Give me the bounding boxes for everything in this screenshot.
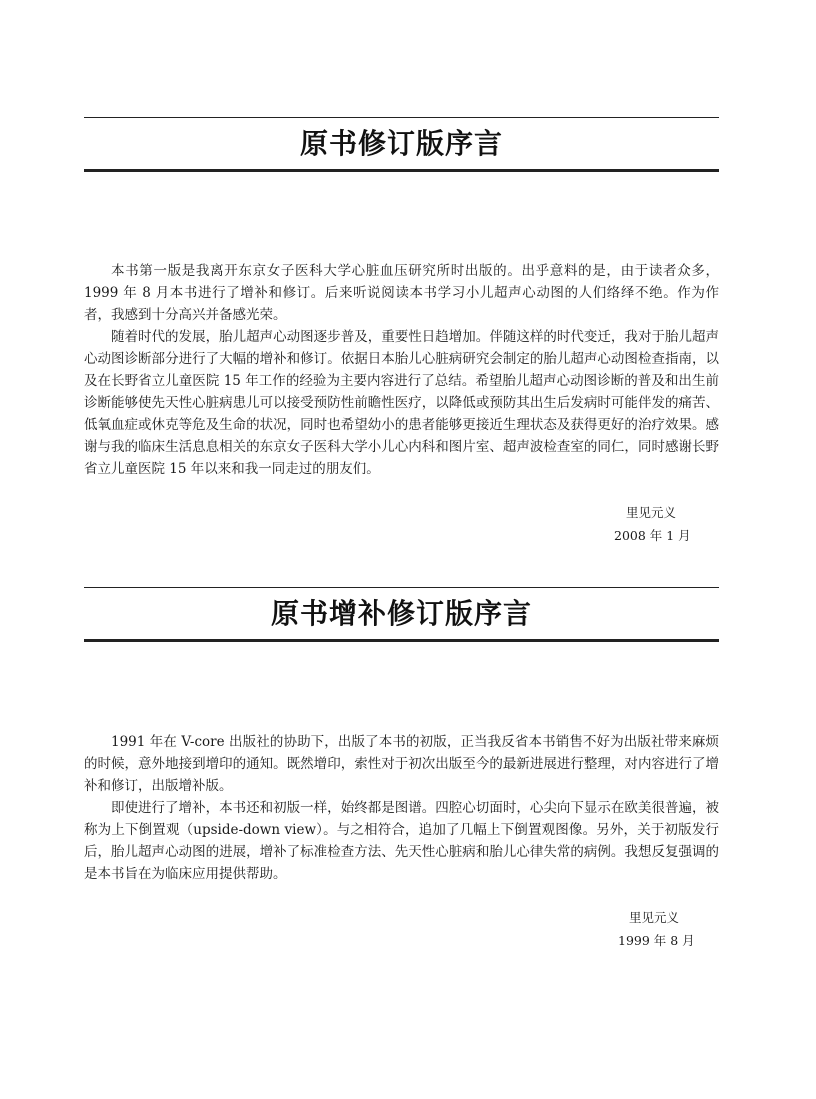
preface-2-bottom-rule: [84, 639, 719, 642]
preface-1-bottom-rule: [84, 169, 719, 172]
preface-2-body: [84, 731, 719, 885]
preface-2-paragraph-1: 1991 年在 V-core 出版社的协助下，出版了本书的初版，正当我反省本书销售不好为出版社带来麻烦的时候，意外地接到增印的通知。既然增印，索性对于初次出版至今的最新进展进行整理，对内容进行了增补和修订，出版增补版。: [84, 734, 719, 794]
preface-1-author: 里见元义: [626, 505, 677, 520]
preface-1-date: 2008 年 1 月: [614, 528, 691, 543]
preface-1-top-rule: [84, 117, 719, 118]
preface-1-paragraph-2: 随着时代的发展，胎儿超声心动图逐步普及，重要性日趋增加。伴随这样的时代变迁，我对于胎儿超声心动图诊断部分进行了大幅的增补和修订。依据日本胎儿心脏病研究会制定的胎儿超声心动图检查指南，以及在长野省立儿童医院 15 年工作的经验为主要内容进行了总结。希望胎儿超声心动图诊断的普及和出生前诊断能够使先天性心脏病患儿可以接受预防性前瞻性医疗，以降低或预防其出生后发病时可能伴发的痛苦、低氧血症或休克等危及生命的状况，同时也希望幼小的患者能够更接近生理状态及获得更好的治疗效果。感谢与我的临床生活息息相关的东京女子医科大学小儿心内科和图片室、超声波检查室的同仁，同时感谢长野省立儿童医院 15 年以来和我一同走过的朋友们。: [84, 329, 719, 477]
preface-2-paragraph-2: 即使进行了增补，本书还和初版一样，始终都是图谱。四腔心切面时，心尖向下显示在欧美很普遍，被称为上下倒置观（upside-down view）。与之相符合，追加了几幅上下倒置观图像。另外，关于初版发行后，胎儿超声心动图的进展，增补了标准检查方法、先天性心脏病和胎儿心律失常的病例。我想反复强调的是本书旨在为临床应用提供帮助。: [84, 800, 719, 882]
preface-1-paragraph-1: 本书第一版是我离开东京女子医科大学心脏血压研究所时出版的。出乎意料的是，由于读者众多，1999 年 8 月本书进行了增补和修订。后来听说阅读本书学习小儿超声心动图的人们络绎不绝。作为作者，我感到十分高兴并备感光荣。: [84, 263, 719, 323]
preface-1-title: 原书修订版序言: [299, 127, 503, 160]
preface-2-date: 1999 年 8 月: [618, 933, 695, 948]
preface-2-author: 里见元义: [629, 910, 680, 925]
preface-2-top-rule: [84, 587, 719, 588]
preface-2-title: 原书增补修订版序言: [270, 597, 532, 630]
preface-1-body: [84, 260, 719, 480]
